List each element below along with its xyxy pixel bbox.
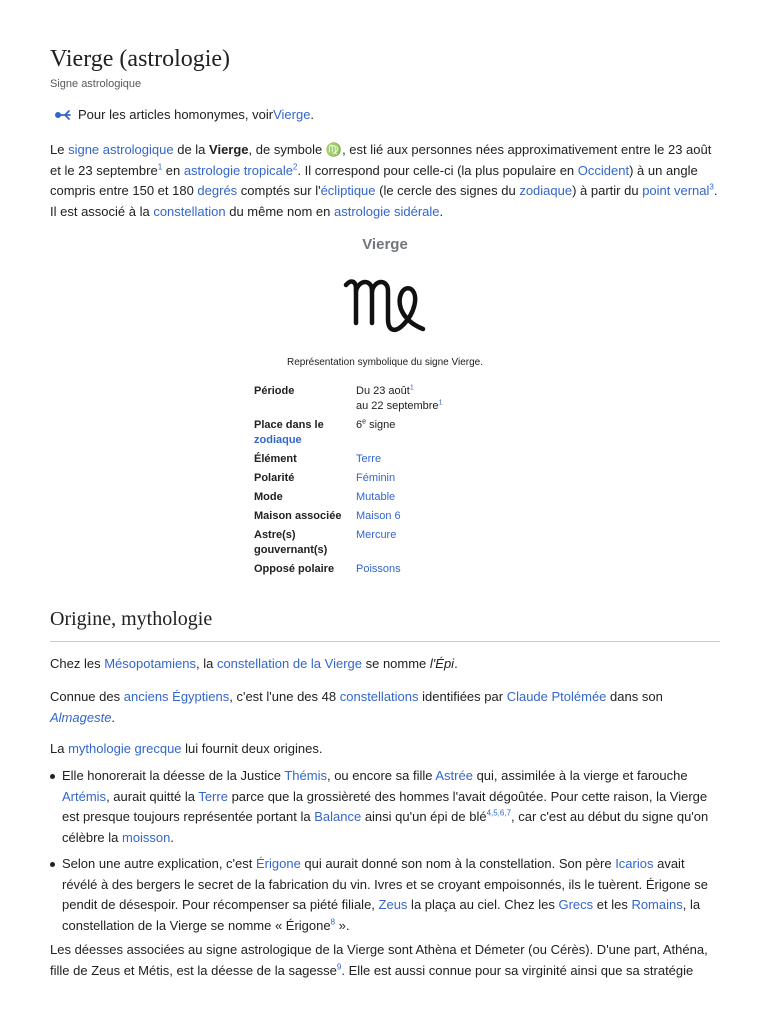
virgo-symbol-icon [250, 273, 520, 343]
ref-9[interactable]: 9 [336, 962, 342, 972]
link-anciens-egyptiens[interactable]: anciens Égyptiens [123, 689, 230, 704]
link-zeus[interactable]: Zeus [378, 897, 408, 912]
virgo-glyph-link[interactable]: ♍ [325, 142, 343, 157]
link-themis[interactable]: Thémis [284, 768, 327, 783]
link-mythologie-grecque[interactable]: mythologie grecque [68, 741, 182, 756]
ref-8[interactable]: 8 [330, 917, 336, 927]
infobox-row-oppose: Opposé polaire Poissons [254, 563, 401, 575]
infobox-link-mercure[interactable]: Mercure [356, 529, 397, 541]
infobox-row-element: Élément Terre [254, 453, 382, 465]
infobox-row-place: Place dans le zodiaque 6e signe [254, 418, 396, 446]
infobox-link-poissons[interactable]: Poissons [356, 563, 401, 575]
link-zodiaque[interactable]: zodiaque [519, 183, 573, 198]
page-title: Vierge (astrologie) [50, 46, 231, 72]
infobox-link-maison-6[interactable]: Maison 6 [356, 510, 401, 522]
link-erigone[interactable]: Érigone [256, 856, 301, 871]
link-astrologie-tropicale[interactable]: astrologie tropicale [183, 162, 293, 178]
link-occident[interactable]: Occident [577, 162, 630, 178]
ref-4-7[interactable]: 4,5,6,7 [486, 808, 512, 818]
list-item: Elle honorerait la déesse de la Justice Thémis, ou encore sa fille Astrée qui, assimilée à la vierge et farouche Artémis, aurait quitté la Terre parce que la grossièreté des hommes l'avait dégoûtée. Pour cette raison, la Vierge est presque toujours représentée portant la Balance ainsi qu'un épi de blé$^{4,5,6,7}$, car c'est au début du signe qu'on célèbre la moisson. [62, 766, 722, 848]
infobox-link-zodiaque[interactable]: zodiaque [254, 434, 302, 446]
section-heading-origine: Origine, mythologie [50, 608, 720, 642]
infobox-link-mutable[interactable]: Mutable [356, 491, 396, 503]
paragraph-egyptiens: Connue des anciens Égyptiens, c'est l'une des 48 constellations identifiées par Claude Ptolémée dans son Almageste. [50, 689, 663, 725]
link-romains[interactable]: Romains [631, 897, 683, 912]
infobox-table [254, 382, 524, 579]
link-signe-astrologique[interactable]: signe astrologique [68, 142, 174, 157]
hatnote-text: Pour les articles homonymes, voir [78, 107, 274, 122]
link-constellation[interactable]: constellation [153, 203, 226, 219]
link-constellation-vierge[interactable]: constellation de la Vierge [216, 656, 362, 671]
page-subtitle: Signe astrologique [50, 78, 142, 90]
list-item: Selon une autre explication, c'est Érigone qui aurait donné son nom à la constellation. Son père Icarios avait révélé à des bergers le secret de la fabrication du vin. Ivres et se croyant empoisonnés, ils le tuèrent. Érigone se pendit de désespoir. Pour récompenser sa piété filiale, Zeus la plaça au ciel. Chez les Grecs et les Romains, la constellation de la Vierge se nomme « Érigone$^8$ ». [62, 854, 722, 936]
link-ecliptique[interactable]: écliptique [320, 183, 376, 198]
link-grecs[interactable]: Grecs [558, 897, 594, 912]
link-astrologie-siderale[interactable]: astrologie sidérale [334, 203, 440, 219]
infobox-row-maison: Maison associée Maison 6 [254, 510, 401, 522]
link-point-vernal[interactable]: point vernal [642, 183, 710, 198]
paragraph-mesopotamiens: Chez les Mésopotamiens, la constellation de la Vierge se nomme l'Épi. [50, 656, 458, 671]
infobox-link-terre[interactable]: Terre [356, 453, 382, 465]
infobox-row-polarite: Polarité Féminin [254, 472, 396, 484]
link-astree[interactable]: Astrée [435, 768, 473, 783]
link-constellations[interactable]: constellations [339, 689, 419, 704]
infobox [250, 232, 520, 575]
infobox-row-astre: Astre(s) gouvernant(s) Mercure [254, 529, 397, 556]
link-moisson[interactable]: moisson [121, 829, 171, 845]
ref-1[interactable]: 1 [157, 162, 163, 172]
infobox-caption: Représentation symbolique du signe Vierge. [286, 357, 484, 368]
link-claude-ptolemee[interactable]: Claude Ptolémée [506, 689, 607, 704]
paragraph-deesses: Les déesses associées au signe astrologique de la Vierge sont Athèna et Démeter (ou Cérès). D'une part, Athéna, fille de Zeus et Métis, est la déesse de la sagesse$^9$. Elle est aussi connue pour sa virginité ainsi que sa stratégie [50, 942, 708, 978]
disambiguation-icon [54, 108, 72, 122]
link-terre[interactable]: Terre [198, 788, 228, 804]
link-degres[interactable]: degrés [197, 183, 238, 198]
infobox-row-periode: Période Du 23 août$^1$ au 22 septembre$^1$ [254, 384, 443, 412]
ref-3[interactable]: 3 [709, 182, 714, 192]
paragraph-mythologie: La mythologie grecque lui fournit deux origines. [50, 741, 323, 756]
disambiguation-hatnote: Pour les articles homonymes, voir Vierge . [54, 107, 314, 122]
intro-paragraph: Le signe astrologique de la Vierge, de symbole ♍, est lié aux personnes nées approximativement entre le 23 août et le 23 septembre$^1$ en astrologie tropicale$^2$. Il correspond pour celle-ci (la plus populaire en Occident) à un angle compris entre 150 et 180 degrés comptés sur l'écliptique (le cercle des signes du zodiaque) à partir du point vernal$^3$. Il est associé à la constellation du même nom en astrologie sidérale. [50, 142, 718, 219]
hatnote-link-vierge[interactable]: Vierge [273, 107, 311, 122]
link-mesopotamiens[interactable]: Mésopotamiens [104, 656, 196, 671]
link-almageste[interactable]: Almageste [50, 709, 112, 725]
infobox-title: Vierge [362, 236, 408, 253]
ref-2[interactable]: 2 [292, 162, 298, 172]
link-icarios[interactable]: Icarios [615, 856, 654, 871]
infobox-row-mode: Mode Mutable [254, 491, 396, 503]
infobox-link-feminin[interactable]: Féminin [356, 472, 396, 484]
link-balance[interactable]: Balance [314, 809, 362, 824]
link-artemis[interactable]: Artémis [62, 788, 107, 804]
